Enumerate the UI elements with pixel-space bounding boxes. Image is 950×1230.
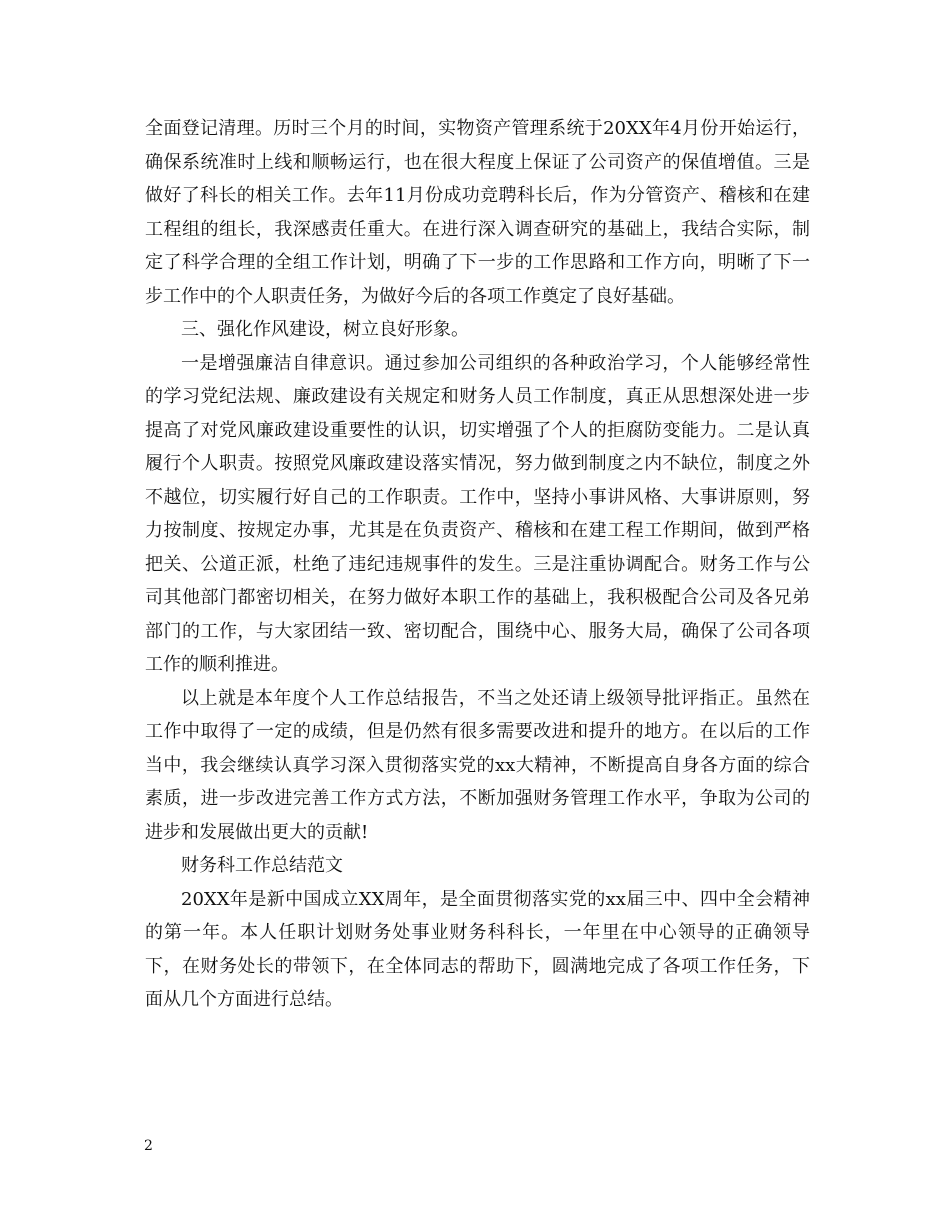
page-number: 2 [144, 1138, 153, 1154]
section-heading-style-building: 三、强化作风建设，树立良好形象。 [181, 319, 469, 340]
document-body [145, 112, 810, 1017]
paragraph-intro: 20XX年是新中国成立XX周年，是全面贯彻落实党的xx届三中、四中全会精神的第一年。本人任职计划财务处事业财务科科长，一年里在中心领导的正确领导下，在财务处长的带领下，在全体同志的帮助下，圆满地完成了各项工作任务，下面从几个方面进行总结。 [145, 888, 810, 1010]
paragraph-integrity: 一是增强廉洁自律意识。通过参加公司组织的各种政治学习，个人能够经常性的学习党纪法规、廉政建设有关规定和财务人员工作制度，真正从思想深处进一步提高了对党风廉政建设重要性的认识，切实增强了个人的拒腐防变能力。二是认真履行个人职责。按照党风廉政建设落实情况，努力做到制度之内不缺位，制度之外不越位，切实履行好自己的工作职责。工作中，坚持小事讲风格、大事讲原则，努力按制度、按规定办事，尤其是在负责资产、稽核和在建工程工作期间，做到严格把关、公道正派，杜绝了违纪违规事件的发生。三是注重协调配合。财务工作与公司其他部门都密切相关，在努力做好本职工作的基础上，我积极配合公司及各兄弟部门的工作，与大家团结一致、密切配合，围绕中心、服务大局，确保了公司各项工作的顺利推进。 [145, 352, 810, 675]
paragraph-asset-work: 全面登记清理。历时三个月的时间，实物资产管理系统于20XX年4月份开始运行，确保系统准时上线和顺畅运行，也在很大程度上保证了公司资产的保值增值。三是做好了科长的相关工作。去年11月份成功竞聘科长后，作为分管资产、稽核和在建工程组的组长，我深感责任重大。在进行深入调查研究的基础上，我结合实际，制定了科学合理的全组工作计划，明确了下一步的工作思路和工作方向，明晰了下一步工作中的个人职责任务，为做好今后的各项工作奠定了良好基础。 [145, 118, 810, 307]
paragraph-conclusion: 以上就是本年度个人工作总结报告，不当之处还请上级领导批评指正。虽然在工作中取得了一定的成绩，但是仍然有很多需要改进和提升的地方。在以后的工作当中，我会继续认真学习深入贯彻落实党的xx大精神，不断提高自身各方面的综合素质，进一步改进完善工作方式方法，不断加强财务管理工作水平，争取为公司的进步和发展做出更大的贡献! [145, 687, 810, 843]
section-title-finance-summary: 财务科工作总结范文 [181, 855, 343, 876]
